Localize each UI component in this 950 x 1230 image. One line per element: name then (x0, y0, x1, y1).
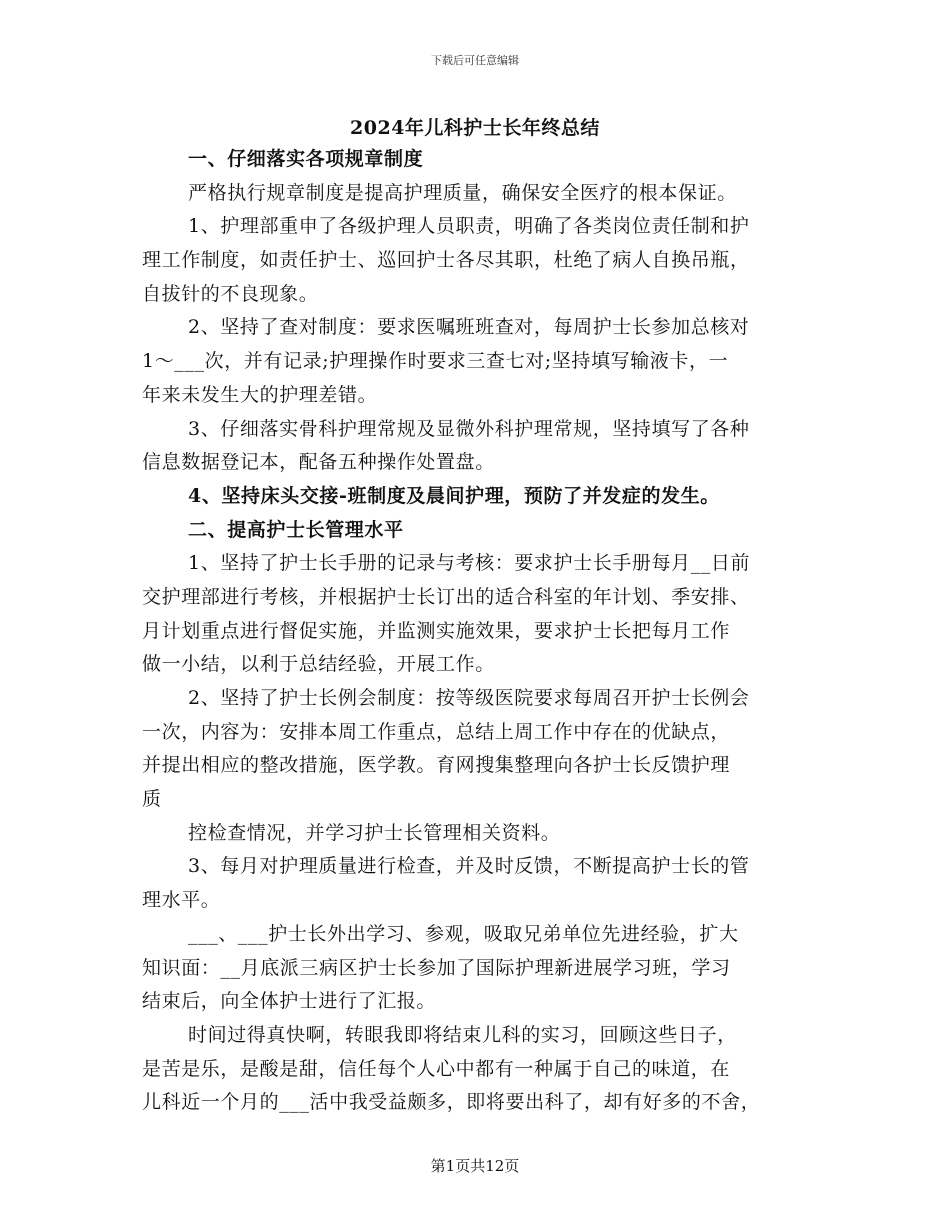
paragraph-line: 1、坚持了护士长手册的记录与考核：要求护士长手册每月__日前 (188, 552, 751, 575)
paragraph-line: 做一小结，以利于总结经验，开展工作。 (142, 653, 495, 676)
section-heading-line: 二、提高护士长管理水平 (188, 518, 404, 541)
paragraph-line: 结束后，向全体护士进行了汇报。 (142, 990, 437, 1013)
paragraph-line: 并提出相应的整改措施，医学教。育网搜集整理向各护士长反馈护理 (142, 754, 731, 777)
paragraph-line: 信息数据登记本，配备五种操作处置盘。 (142, 451, 495, 474)
paragraph-line: 1、护理部重申了各级护理人员职责，明确了各类岗位责任制和护 (188, 215, 750, 238)
paragraph-line: 是苦是乐，是酸是甜，信任每个人心中都有一种属于自己的味道，在 (142, 1057, 731, 1080)
paragraph-line: 儿科近一个月的___活中我受益颇多，即将要出科了，却有好多的不舍， (142, 1091, 761, 1114)
paragraph-line: 理水平。 (142, 889, 221, 912)
paragraph-line: 知识面：__月底派三病区护士长参加了国际护理新进展学习班，学习 (142, 956, 731, 979)
paragraph-line: 3、仔细落实骨科护理常规及显微外科护理常规，坚持填写了各种 (188, 417, 750, 440)
paragraph-line: 严格执行规章制度是提高护理质量，确保安全医疗的根本保证。 (188, 181, 737, 204)
paragraph-line: 年来未发生大的护理差错。 (142, 383, 378, 406)
paragraph-line: 质 (142, 788, 162, 811)
section-heading-line: 4、坚持床头交接-班制度及晨间护理，预防了并发症的发生。 (188, 484, 720, 507)
paragraph-line: 时间过得真快啊，转眼我即将结束儿科的实习，回顾这些日子， (188, 1023, 737, 1046)
paragraph-line: 理工作制度，如责任护士、巡回护士各尽其职，杜绝了病人自换吊瓶， (142, 249, 750, 272)
paragraph-line: 2、坚持了查对制度：要求医嘱班班查对，每周护士长参加总核对 (188, 316, 750, 339)
paragraph-line: ___、___护士长外出学习、参观，吸取兄弟单位先进经验，扩大 (188, 922, 739, 945)
paragraph-line: 交护理部进行考核，并根据护士长订出的适合科室的年计划、季安排、 (142, 585, 750, 608)
section-heading-line: 一、仔细落实各项规章制度 (188, 148, 424, 170)
page-number-footer: 第1页共12页 (430, 1157, 520, 1175)
paragraph-line: 控检查情况，并学习护士长管理相关资料。 (188, 821, 561, 844)
paragraph-line: 1～___次，并有记录;护理操作时要求三查七对;坚持填写输液卡，一 (142, 350, 729, 373)
paragraph-line: 3、每月对护理质量进行检查，并及时反馈，不断提高护士长的管 (188, 855, 750, 878)
paragraph-line: 2、坚持了护士长例会制度：按等级医院要求每周召开护士长例会 (188, 687, 750, 709)
header-note: 下载后可任意编辑 (431, 54, 519, 67)
document-body (142, 143, 812, 1120)
paragraph-line: 月计划重点进行督促实施，并监测实施效果，要求护士长把每月工作 (142, 619, 731, 642)
document-title: 2024年儿科护士长年终总结 (350, 117, 600, 139)
paragraph-line: 一次，内容为：安排本周工作重点，总结上周工作中存在的优缺点， (142, 720, 731, 743)
paragraph-line: 自拔针的不良现象。 (142, 282, 319, 305)
